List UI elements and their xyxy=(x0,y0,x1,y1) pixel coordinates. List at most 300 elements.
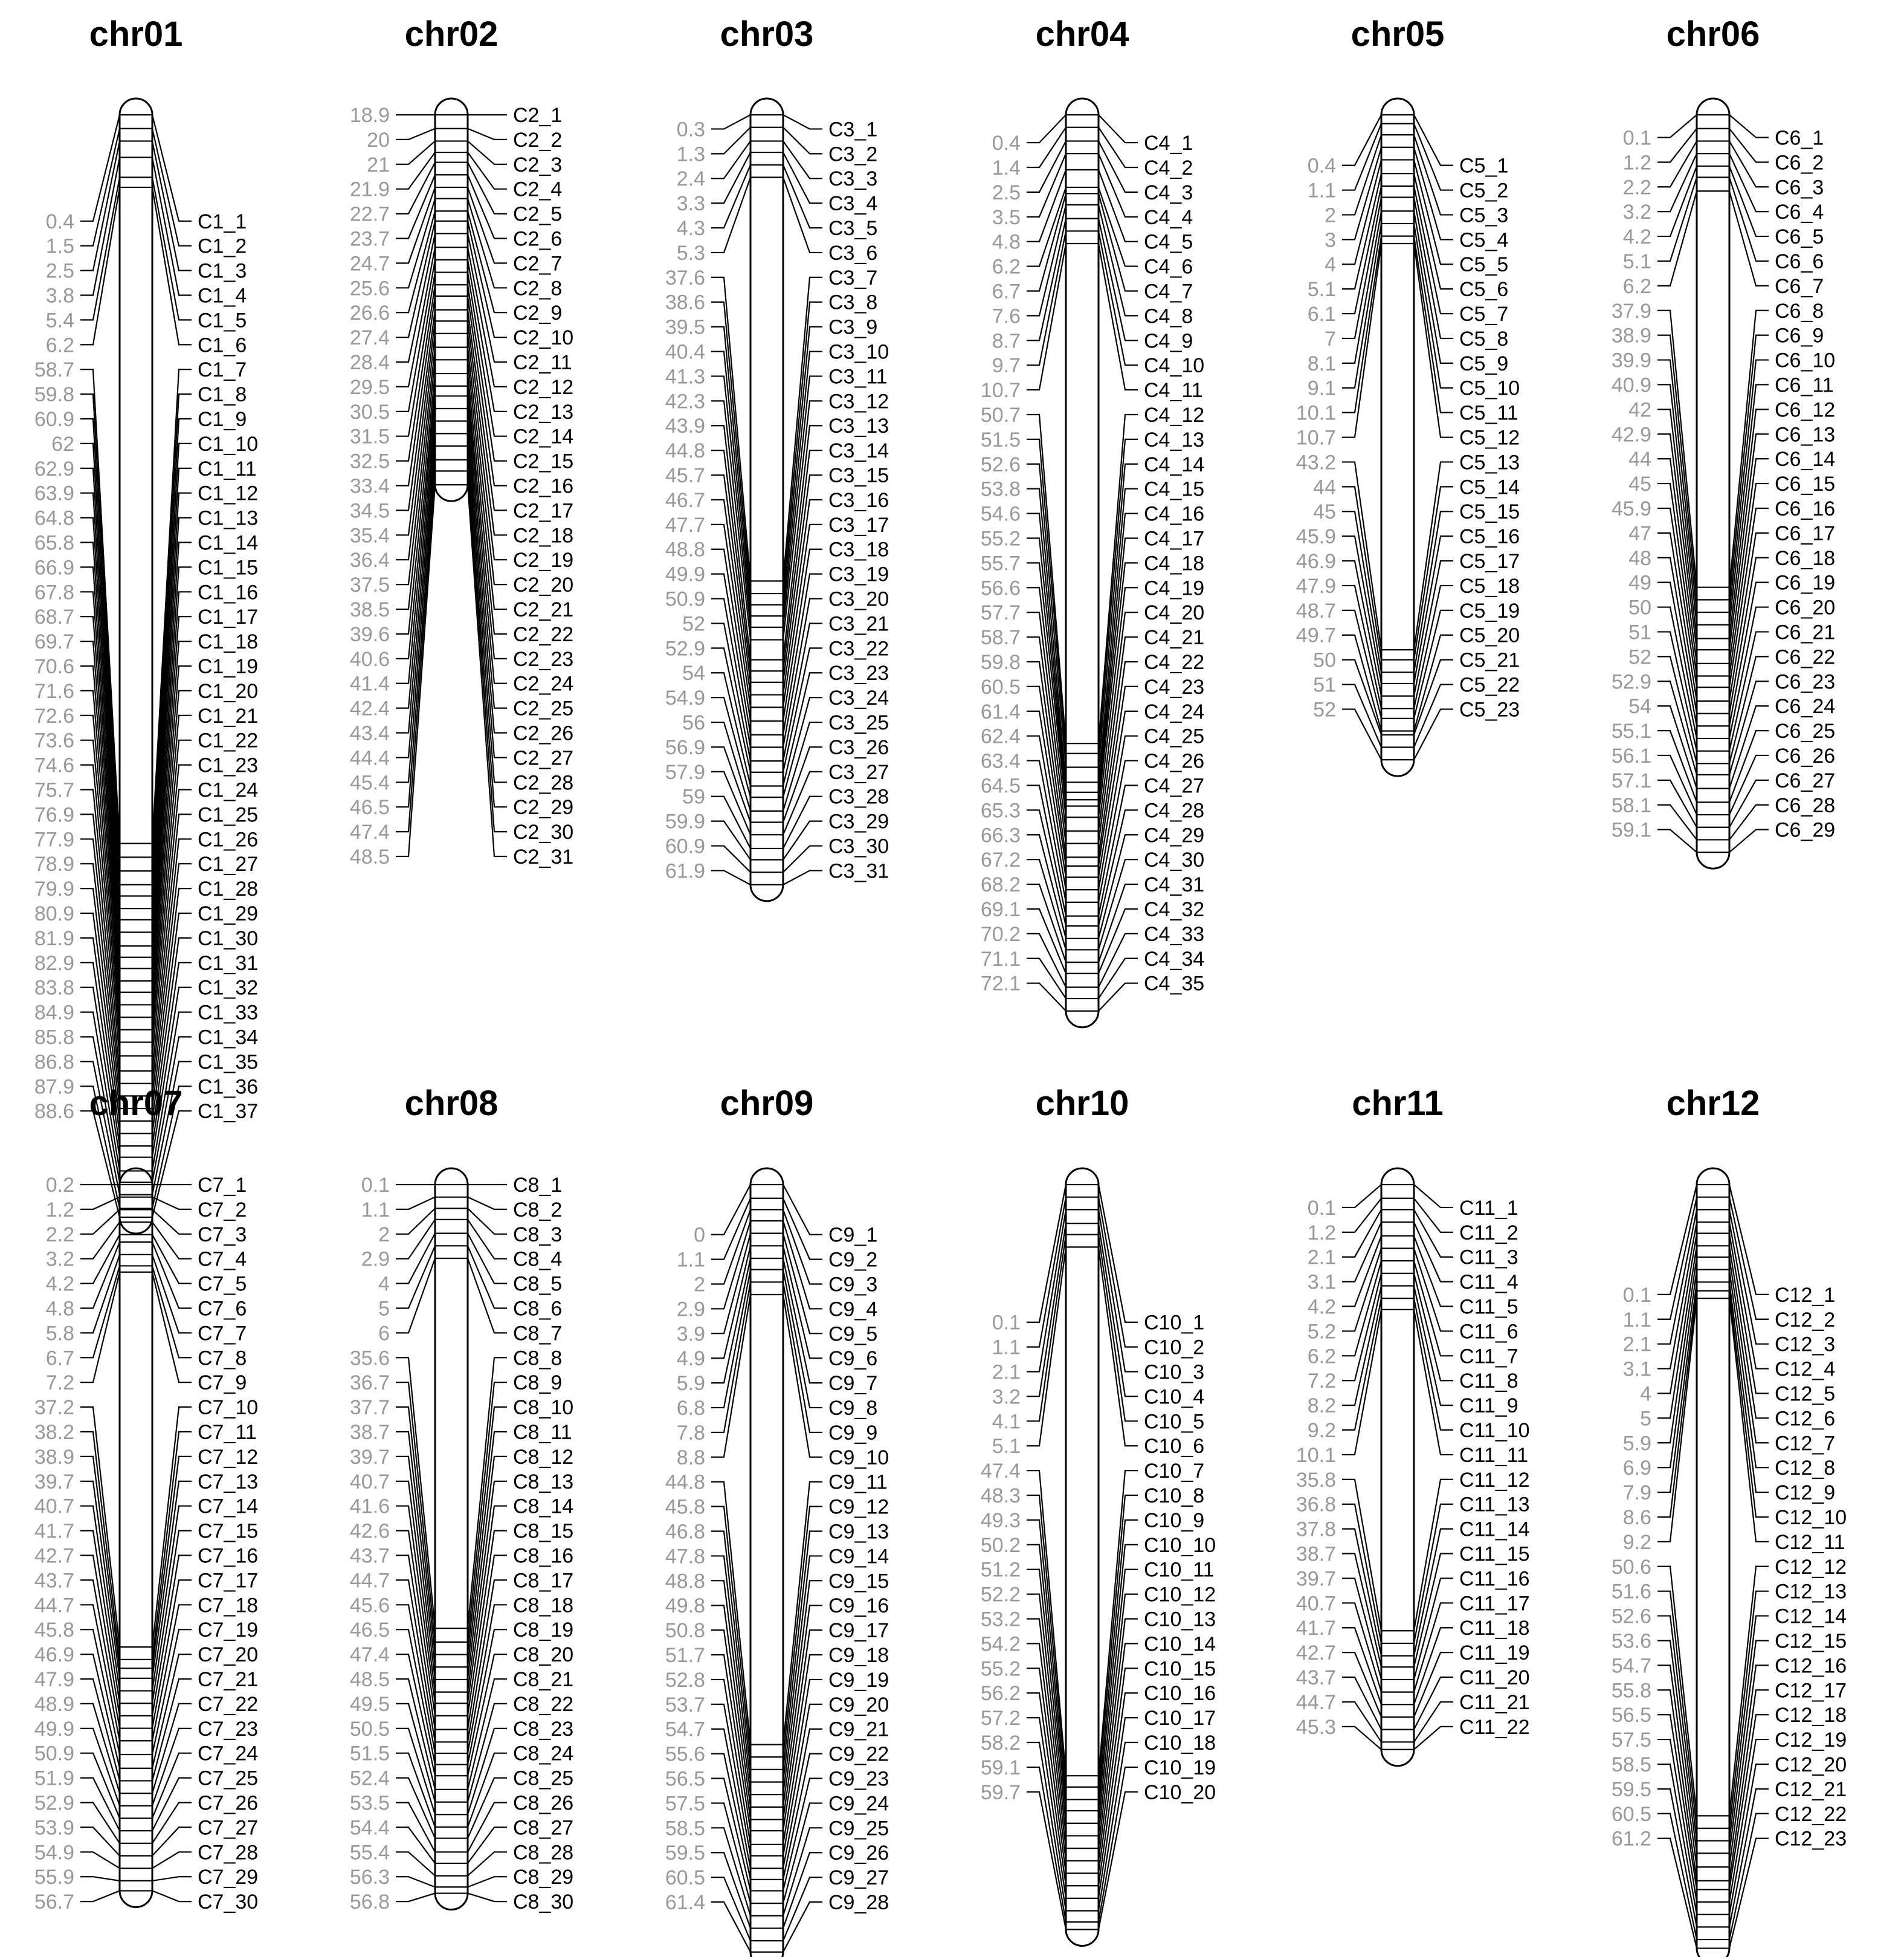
position-label: 42.3 xyxy=(665,390,705,413)
position-label: 2.4 xyxy=(676,167,705,191)
marker-name: C7_20 xyxy=(198,1643,259,1667)
position-label: 37.5 xyxy=(349,574,390,597)
position-label: 52 xyxy=(1628,645,1651,669)
marker-name: C5_16 xyxy=(1459,525,1520,549)
marker-connector-right xyxy=(1414,1652,1453,1717)
marker-name: C1_7 xyxy=(198,358,247,382)
marker-name: C2_17 xyxy=(513,499,574,523)
marker-name: C8_14 xyxy=(513,1495,574,1518)
marker-name: C4_13 xyxy=(1144,428,1205,451)
position-label: 67.8 xyxy=(34,581,74,604)
marker-name: C1_6 xyxy=(198,334,247,357)
marker-connector-left xyxy=(396,1246,435,1308)
marker-connector-left xyxy=(1027,909,1066,974)
marker-connector-right xyxy=(468,175,507,238)
marker-name: C7_1 xyxy=(198,1174,247,1197)
marker-connector-right xyxy=(468,129,507,140)
position-label: 48.7 xyxy=(1296,599,1336,623)
marker-name: C2_24 xyxy=(513,672,574,696)
marker-connector-left xyxy=(1657,1814,1697,1939)
position-label: 42.7 xyxy=(1296,1642,1336,1665)
marker-connector-right xyxy=(468,1246,507,1308)
marker-connector-left xyxy=(711,1198,750,1260)
position-label: 83.8 xyxy=(34,976,74,1000)
position-label: 0.2 xyxy=(45,1174,74,1197)
marker-name: C10_8 xyxy=(1144,1484,1205,1508)
position-label: 84.9 xyxy=(34,1001,74,1024)
marker-name: C8_1 xyxy=(513,1174,563,1197)
marker-name: C11_7 xyxy=(1459,1345,1518,1368)
marker-name: C6_22 xyxy=(1775,645,1836,669)
marker-name: C7_14 xyxy=(198,1495,259,1518)
position-label: 45.9 xyxy=(1296,525,1336,549)
marker-name: C6_1 xyxy=(1775,126,1824,150)
marker-name: C9_22 xyxy=(828,1742,889,1766)
position-label: 39.7 xyxy=(34,1470,74,1493)
position-label: 40.7 xyxy=(34,1495,74,1518)
marker-name: C7_21 xyxy=(198,1668,259,1691)
chromosome-title: chr03 xyxy=(720,15,814,54)
marker-name: C5_23 xyxy=(1459,698,1520,722)
position-label: 46.5 xyxy=(349,796,390,820)
marker-connector-right xyxy=(468,1778,507,1839)
position-label: 85.8 xyxy=(34,1026,74,1049)
position-label: 2.1 xyxy=(1622,1333,1651,1356)
position-label: 56.1 xyxy=(1611,744,1651,768)
marker-name: C2_19 xyxy=(513,549,574,572)
marker-name: C9_7 xyxy=(828,1372,878,1396)
marker-connector-left xyxy=(1342,1286,1381,1406)
marker-connector-right xyxy=(152,157,192,295)
marker-name: C11_20 xyxy=(1459,1666,1530,1690)
marker-name: C5_18 xyxy=(1459,574,1520,598)
marker-connector-left xyxy=(80,1729,120,1806)
position-label: 5.9 xyxy=(676,1372,705,1396)
marker-name: C1_29 xyxy=(198,902,259,925)
position-label: 22.7 xyxy=(349,202,390,226)
marker-name: C6_24 xyxy=(1775,695,1836,719)
marker-connector-right xyxy=(783,1258,822,1383)
marker-connector-left xyxy=(80,1891,120,1901)
marker-name: C9_13 xyxy=(828,1520,889,1544)
position-label: 39.7 xyxy=(1296,1567,1336,1591)
position-label: 48.5 xyxy=(349,1668,390,1691)
position-label: 52 xyxy=(682,612,705,636)
marker-connector-left xyxy=(80,1272,120,1382)
marker-name: C8_16 xyxy=(513,1544,574,1568)
marker-connector-right xyxy=(1729,129,1769,163)
marker-connector-right xyxy=(1414,1504,1453,1643)
position-label: 40.7 xyxy=(1296,1592,1336,1616)
marker-name: C11_15 xyxy=(1459,1542,1530,1566)
marker-name: C12_12 xyxy=(1775,1555,1847,1579)
position-label: 7.2 xyxy=(45,1371,74,1395)
marker-name: C9_3 xyxy=(828,1273,878,1296)
position-label: 78.9 xyxy=(34,853,74,876)
marker-connector-left xyxy=(80,1803,120,1843)
position-label: 52.6 xyxy=(1611,1605,1651,1628)
position-label: 49.5 xyxy=(349,1692,390,1716)
marker-name: C5_20 xyxy=(1459,624,1520,647)
marker-name: C6_26 xyxy=(1775,744,1836,768)
position-label: 43.4 xyxy=(349,722,390,745)
position-label: 48.8 xyxy=(665,538,705,561)
marker-name: C8_27 xyxy=(513,1816,574,1840)
marker-name: C8_11 xyxy=(513,1421,572,1444)
marker-name: C1_11 xyxy=(198,457,257,480)
marker-name: C1_24 xyxy=(198,778,259,802)
position-label: 6.2 xyxy=(1622,274,1651,298)
marker-name: C8_8 xyxy=(513,1347,563,1370)
position-label: 1.2 xyxy=(1307,1221,1336,1244)
marker-connector-left xyxy=(1027,959,1066,998)
marker-connector-left xyxy=(1027,983,1066,1011)
position-label: 49.9 xyxy=(34,1717,74,1741)
position-label: 52.4 xyxy=(349,1767,390,1790)
chromosome-chr02 xyxy=(350,15,573,869)
position-label: 59.5 xyxy=(1611,1777,1651,1801)
marker-name: C10_2 xyxy=(1144,1336,1205,1359)
position-label: 33.4 xyxy=(349,474,390,498)
marker-name: C10_12 xyxy=(1144,1583,1216,1606)
marker-name: C2_6 xyxy=(513,227,563,251)
marker-name: C7_16 xyxy=(198,1544,259,1568)
marker-name: C5_8 xyxy=(1459,327,1509,351)
marker-connector-right xyxy=(152,1729,192,1806)
marker-connector-right xyxy=(1414,1198,1453,1232)
marker-name: C12_8 xyxy=(1775,1457,1836,1480)
position-label: 57.7 xyxy=(980,601,1021,625)
position-label: 7.9 xyxy=(1622,1481,1651,1505)
position-label: 51 xyxy=(1628,621,1651,644)
marker-name: C4_29 xyxy=(1144,824,1205,847)
marker-name: C8_25 xyxy=(513,1767,574,1790)
marker-name: C7_10 xyxy=(198,1396,259,1420)
position-label: 21.9 xyxy=(349,178,390,201)
position-label: 62.9 xyxy=(34,457,74,480)
marker-name: C7_6 xyxy=(198,1297,247,1321)
marker-name: C4_23 xyxy=(1144,675,1205,699)
marker-name: C11_11 xyxy=(1459,1443,1529,1467)
marker-name: C6_25 xyxy=(1775,720,1836,743)
marker-name: C12_1 xyxy=(1775,1283,1836,1307)
chromosome-title: chr01 xyxy=(89,15,183,54)
marker-name: C12_2 xyxy=(1775,1308,1836,1331)
position-label: 7 xyxy=(1325,327,1336,351)
position-label: 4.2 xyxy=(45,1272,74,1296)
marker-name: C7_8 xyxy=(198,1347,247,1370)
position-label: 31.5 xyxy=(349,425,390,448)
marker-connector-left xyxy=(1027,115,1066,143)
marker-name: C8_6 xyxy=(513,1297,563,1321)
marker-connector-left xyxy=(80,1852,120,1868)
position-label: 1.1 xyxy=(992,1336,1021,1359)
position-label: 39.9 xyxy=(1611,349,1651,372)
position-label: 75.7 xyxy=(34,778,74,802)
position-label: 72.1 xyxy=(980,972,1021,995)
position-label: 65.8 xyxy=(34,531,74,555)
position-label: 56.8 xyxy=(349,1891,390,1914)
position-label: 2.5 xyxy=(992,181,1021,204)
position-label: 1.1 xyxy=(361,1198,390,1221)
position-label: 6.7 xyxy=(45,1347,74,1370)
marker-name: C1_27 xyxy=(198,853,259,876)
marker-connector-right xyxy=(468,1208,507,1234)
marker-name: C7_19 xyxy=(198,1619,259,1642)
position-label: 45.9 xyxy=(1611,497,1651,520)
marker-name: C9_24 xyxy=(828,1792,889,1816)
position-label: 45.7 xyxy=(665,464,705,488)
position-label: 38.7 xyxy=(1296,1542,1336,1566)
marker-name: C9_11 xyxy=(828,1470,888,1494)
marker-name: C7_11 xyxy=(198,1421,257,1444)
marker-name: C1_10 xyxy=(198,432,259,456)
marker-name: C1_20 xyxy=(198,679,259,703)
chromosome-chr09 xyxy=(665,1084,889,1957)
position-label: 2.9 xyxy=(676,1298,705,1321)
marker-name: C11_17 xyxy=(1459,1592,1530,1616)
position-label: 35.4 xyxy=(349,524,390,548)
position-label: 1.3 xyxy=(676,143,705,166)
marker-name: C9_16 xyxy=(828,1594,889,1618)
marker-name: C8_17 xyxy=(513,1569,574,1593)
marker-connector-left xyxy=(80,1061,120,1194)
position-label: 86.8 xyxy=(34,1050,74,1074)
position-label: 6.1 xyxy=(1307,303,1336,326)
position-label: 41.7 xyxy=(34,1519,74,1543)
position-label: 41.7 xyxy=(1296,1617,1336,1640)
position-label: 60.5 xyxy=(980,675,1021,699)
marker-connector-right xyxy=(1414,1185,1453,1208)
marker-name: C4_20 xyxy=(1144,601,1205,625)
marker-name: C2_7 xyxy=(513,252,563,276)
position-label: 59 xyxy=(682,785,705,809)
marker-name: C6_8 xyxy=(1775,299,1824,323)
marker-name: C4_35 xyxy=(1144,972,1205,995)
marker-connector-right xyxy=(1414,197,1453,338)
marker-connector-left xyxy=(1342,135,1381,215)
position-label: 44.4 xyxy=(349,746,390,770)
marker-name: C6_21 xyxy=(1775,621,1836,644)
position-label: 56.2 xyxy=(980,1682,1021,1706)
marker-name: C7_13 xyxy=(198,1470,259,1493)
position-label: 1.2 xyxy=(45,1198,74,1221)
position-label: 52.9 xyxy=(1611,670,1651,694)
marker-name: C12_21 xyxy=(1775,1777,1847,1801)
position-label: 46.9 xyxy=(34,1643,74,1667)
marker-name: C3_30 xyxy=(828,835,889,858)
position-label: 59.8 xyxy=(980,650,1021,674)
marker-name: C1_17 xyxy=(198,606,259,629)
chromosome-title: chr08 xyxy=(404,1084,499,1123)
position-label: 56.6 xyxy=(980,577,1021,600)
marker-name: C8_4 xyxy=(513,1247,563,1271)
position-label: 44 xyxy=(1313,476,1336,499)
marker-connector-right xyxy=(152,1061,192,1194)
position-label: 43.9 xyxy=(665,415,705,438)
marker-name: C1_8 xyxy=(198,383,247,407)
marker-name: C6_4 xyxy=(1775,201,1824,224)
marker-name: C9_9 xyxy=(828,1421,878,1444)
marker-name: C1_28 xyxy=(198,878,259,901)
marker-name: C2_29 xyxy=(513,796,574,820)
marker-connector-left xyxy=(1342,1298,1381,1430)
marker-name: C9_4 xyxy=(828,1298,878,1321)
marker-name: C9_15 xyxy=(828,1570,889,1593)
marker-name: C4_33 xyxy=(1144,922,1205,946)
marker-name: C10_14 xyxy=(1144,1632,1216,1656)
position-label: 18.9 xyxy=(349,104,390,127)
position-label: 10.7 xyxy=(1296,426,1336,450)
position-label: 20 xyxy=(367,128,390,152)
position-label: 50 xyxy=(1628,596,1651,619)
marker-name: C12_6 xyxy=(1775,1407,1836,1431)
marker-name: C11_21 xyxy=(1459,1690,1530,1714)
marker-connector-left xyxy=(1342,1198,1381,1232)
position-label: 55.7 xyxy=(980,552,1021,575)
marker-connector-right xyxy=(783,846,822,873)
marker-name: C10_3 xyxy=(1144,1360,1205,1384)
position-label: 23.7 xyxy=(349,227,390,251)
marker-name: C1_23 xyxy=(198,754,259,777)
position-label: 81.9 xyxy=(34,927,74,950)
position-label: 37.2 xyxy=(34,1396,74,1420)
marker-connector-right xyxy=(468,187,507,263)
marker-connector-left xyxy=(396,175,435,238)
marker-name: C4_30 xyxy=(1144,849,1205,872)
marker-name: C11_19 xyxy=(1459,1642,1530,1665)
marker-connector-right xyxy=(1414,1298,1453,1430)
marker-name: C11_2 xyxy=(1459,1221,1518,1244)
position-label: 66.3 xyxy=(980,824,1021,847)
position-label: 43.7 xyxy=(34,1569,74,1593)
position-label: 21 xyxy=(367,153,390,176)
position-label: 8.1 xyxy=(1307,352,1336,375)
position-label: 29.5 xyxy=(349,375,390,399)
marker-name: C4_17 xyxy=(1144,527,1205,551)
position-label: 6.2 xyxy=(45,334,74,357)
position-label: 54 xyxy=(1628,695,1651,719)
marker-name: C6_28 xyxy=(1775,794,1836,817)
position-label: 4.3 xyxy=(676,217,705,241)
position-label: 4.2 xyxy=(1622,225,1651,249)
position-label: 10.1 xyxy=(1296,1443,1336,1467)
marker-name: C4_3 xyxy=(1144,181,1193,204)
position-label: 4 xyxy=(1325,253,1336,277)
marker-connector-right xyxy=(1414,561,1453,696)
marker-name: C5_22 xyxy=(1459,673,1520,697)
marker-connector-right xyxy=(1414,1286,1453,1406)
marker-name: C9_28 xyxy=(828,1891,889,1915)
position-label: 55.8 xyxy=(1611,1679,1651,1703)
marker-name: C6_23 xyxy=(1775,670,1836,694)
position-label: 50.2 xyxy=(980,1533,1021,1557)
chromosome-bar xyxy=(1697,1168,1729,1957)
position-label: 28.4 xyxy=(349,351,390,374)
position-label: 45.8 xyxy=(665,1495,705,1519)
marker-name: C1_22 xyxy=(198,729,259,752)
position-label: 1.1 xyxy=(1307,179,1336,202)
marker-connector-left xyxy=(1657,115,1697,137)
chromosome-title: chr05 xyxy=(1351,15,1445,54)
marker-name: C6_9 xyxy=(1775,324,1824,348)
position-label: 50.9 xyxy=(34,1742,74,1765)
marker-name: C7_25 xyxy=(198,1767,259,1790)
position-label: 47.7 xyxy=(665,513,705,537)
chromosome-chr12 xyxy=(1612,1084,1847,1957)
position-label: 64.5 xyxy=(980,774,1021,798)
position-label: 49.7 xyxy=(1296,624,1336,647)
position-label: 40.7 xyxy=(349,1470,390,1493)
marker-connector-right xyxy=(468,1220,507,1259)
marker-name: C4_28 xyxy=(1144,799,1205,823)
position-label: 54.9 xyxy=(34,1841,74,1865)
position-label: 0.1 xyxy=(361,1174,390,1197)
marker-connector-right xyxy=(783,772,822,835)
chromosome-bar xyxy=(1066,99,1099,1027)
chromosome-bar xyxy=(1381,1168,1414,1766)
position-label: 58.7 xyxy=(980,626,1021,650)
marker-name: C1_18 xyxy=(198,630,259,654)
chromosome-title: chr09 xyxy=(720,1084,814,1123)
marker-name: C3_28 xyxy=(828,785,889,809)
chromosome-title: chr11 xyxy=(1352,1084,1444,1123)
marker-connector-right xyxy=(1099,128,1138,167)
marker-name: C12_14 xyxy=(1775,1605,1847,1628)
position-label: 58.2 xyxy=(980,1732,1021,1755)
position-label: 2 xyxy=(378,1223,390,1246)
position-label: 3.1 xyxy=(1307,1270,1336,1294)
marker-name: C2_2 xyxy=(513,128,563,152)
position-label: 41.6 xyxy=(349,1495,390,1518)
marker-connector-left xyxy=(1342,1702,1381,1742)
position-label: 74.6 xyxy=(34,754,74,777)
position-label: 0.4 xyxy=(45,210,74,233)
marker-name: C4_4 xyxy=(1144,205,1193,229)
position-label: 8.2 xyxy=(1307,1394,1336,1418)
position-label: 50.6 xyxy=(1611,1555,1651,1579)
position-label: 38.9 xyxy=(34,1445,74,1469)
marker-name: C9_14 xyxy=(828,1545,889,1568)
position-label: 42.4 xyxy=(349,697,390,720)
position-label: 46.5 xyxy=(349,1619,390,1642)
marker-name: C2_13 xyxy=(513,400,574,424)
marker-name: C12_3 xyxy=(1775,1333,1836,1356)
marker-name: C6_10 xyxy=(1775,349,1836,372)
marker-connector-left xyxy=(1657,129,1697,163)
marker-connector-right xyxy=(783,1270,822,1408)
position-label: 51.7 xyxy=(665,1644,705,1667)
position-label: 2 xyxy=(694,1273,705,1296)
marker-name: C7_4 xyxy=(198,1247,247,1271)
position-label: 27.4 xyxy=(349,326,390,350)
marker-name: C6_20 xyxy=(1775,596,1836,619)
position-label: 55.2 xyxy=(980,1657,1021,1681)
position-label: 42.7 xyxy=(34,1544,74,1568)
marker-connector-right xyxy=(1729,115,1769,137)
marker-name: C11_10 xyxy=(1459,1419,1530,1443)
marker-name: C3_5 xyxy=(828,217,878,241)
position-label: 6.2 xyxy=(1307,1345,1336,1368)
marker-name: C12_18 xyxy=(1775,1704,1847,1727)
position-label: 54.2 xyxy=(980,1632,1021,1656)
marker-name: C1_1 xyxy=(198,210,247,233)
position-label: 60.5 xyxy=(1611,1802,1651,1826)
marker-name: C4_27 xyxy=(1144,774,1205,798)
position-label: 24.7 xyxy=(349,252,390,276)
position-label: 54.7 xyxy=(1611,1654,1651,1678)
marker-name: C9_2 xyxy=(828,1248,878,1272)
